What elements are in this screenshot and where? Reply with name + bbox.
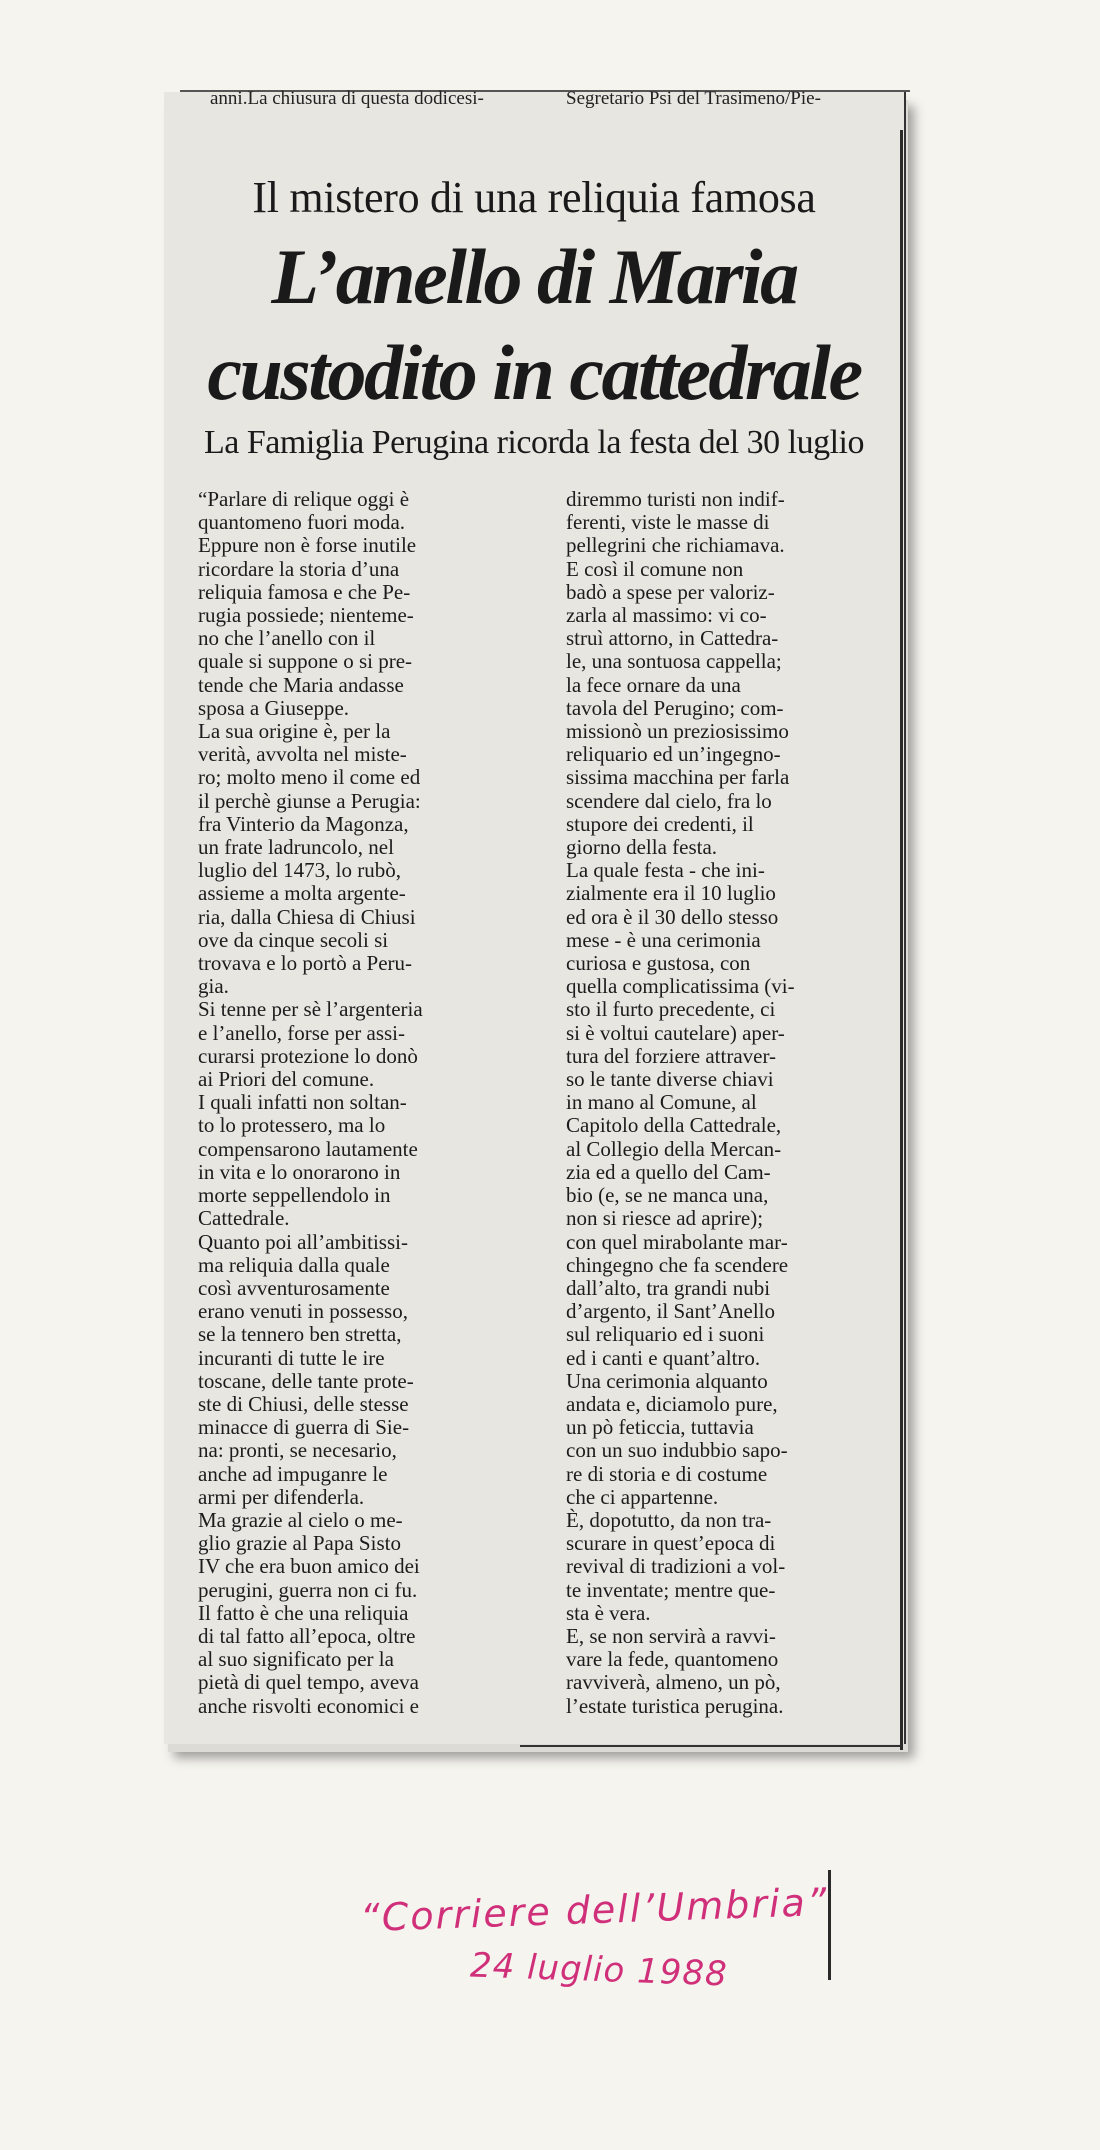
article-line: il perchè giunse a Perugia: [198,788,421,813]
article-line: vare la fede, quantomeno [566,1647,779,1672]
article-line: “Parlare di relique oggi è [198,487,410,511]
article-line: erano venuti in possesso, [198,1299,408,1324]
article-line: zia ed a quello del Cam- [566,1159,771,1184]
article-line: re di storia e di costume [566,1461,768,1486]
article-line: e l’anello, forse per assi- [198,1020,405,1045]
article-line: toscane, delle tante prote- [198,1368,414,1393]
article-line: anche ad impuganre le [198,1461,388,1486]
article-line: al suo significato per la [198,1647,394,1672]
previous-article-fragment-right: Segretario Psi del Trasimeno/Pie- [566,88,821,109]
article-line: un pò feticcia, tuttavia [566,1415,754,1440]
previous-article-fragment-left: anni.La chiusura di questa dodicesi- [210,88,484,109]
article-line: non si riesce ad aprire); [566,1206,764,1231]
article-line: Ma grazie al cielo o me- [198,1507,403,1532]
article-line: perugini, guerra non ci fu. [198,1577,418,1602]
article-line: zarla al massimo: vi co- [566,603,767,628]
article-line: na: pronti, se necesario, [198,1438,397,1463]
article-line: revival di tradizioni a vol- [566,1554,786,1579]
article-line: diremmo turisti non indif- [566,487,785,511]
article-line: chingegno che fa scendere [566,1252,789,1277]
article-line: pietà di quel tempo, aveva [198,1670,420,1695]
article-line: si è voltui cautelare) aper- [566,1020,785,1045]
article-line: ricordare la storia d’una [198,556,400,581]
article-line: andata e, diciamolo pure, [566,1391,778,1416]
article-line: con un suo indubbio sapo- [566,1438,788,1463]
article-line: E così il comune non [566,556,744,581]
article-line: assieme a molta argente- [198,881,406,906]
headline-line-1: L’anello di Maria [271,233,797,320]
article-line: l’estate turistica perugina. [566,1693,784,1718]
article-column-right [566,488,886,1718]
article-line: sto il furto precedente, ci [566,997,776,1022]
article-line: curarsi protezione lo donò [198,1043,418,1068]
article-kicker: Il mistero di una reliquia famosa [252,173,816,222]
article-line: struì attorno, in Cattedra- [566,626,779,651]
article-line: se la tennero ben stretta, [198,1322,402,1347]
article-line: quella complicatissima (vi- [566,974,795,999]
article-line: te inventate; mentre que- [566,1577,776,1602]
article-line: luglio del 1473, lo rubò, [198,858,401,883]
article-line: Quanto poi all’ambitissi- [198,1229,408,1254]
article-line: Capitolo della Cattedrale, [566,1113,782,1138]
article-line: morte seppellendolo in [198,1183,391,1208]
article-line: giorno della festa. [566,835,718,860]
article-line: ro; molto meno il come ed [198,765,421,790]
article-line: to lo protessero, ma lo [198,1113,386,1138]
article-line: al Collegio della Mercan- [566,1136,782,1161]
article-line: no che l’anello con il [198,626,376,651]
article-line: così avventurosamente [198,1275,390,1300]
article-line: verità, avvolta nel miste- [198,742,407,767]
article-line: sposa a Giuseppe. [198,695,350,720]
article-line: che ci appartenne. [566,1484,719,1509]
article-line: ai Priori del comune. [198,1067,375,1092]
article-line: armi per difenderla. [198,1484,365,1509]
article-line: incuranti di tutte le ire [198,1345,385,1370]
article-line: ove da cinque secoli si [198,927,389,952]
article-line: Una cerimonia alquanto [566,1368,768,1393]
handwritten-date: 24 luglio 1988 [469,1945,729,1995]
article-line: bio (e, se ne manca una, [566,1183,769,1208]
article-line: scurare in quest’epoca di [566,1531,776,1556]
article-line: curiosa e gustosa, con [566,951,751,976]
article-line: con quel mirabolante mar- [566,1229,788,1254]
clipping-right-edge-rule [900,130,903,1750]
article-line: fra Vinterio da Magonza, [198,811,409,836]
article-line: d’argento, il Sant’Anello [566,1299,775,1324]
article-line: tavola del Perugino; com- [566,695,784,720]
article-line: sul reliquario ed i suoni [566,1322,765,1347]
article-line: in vita e lo onorarono in [198,1159,401,1184]
article-line: zialmente era il 10 luglio [566,881,776,906]
article-line: ravviverà, almeno, un pò, [566,1670,781,1695]
article-line: ria, dalla Chiesa di Chiusi [198,904,416,929]
article-line: gia. [198,974,229,999]
article-line: La sua origine è, per la [198,719,391,744]
article-line: la fece ornare da una [566,672,741,697]
article-line: dall’alto, tra grandi nubi [566,1275,771,1300]
article-line: ste di Chiusi, delle stesse [198,1391,409,1416]
article-line: quale si suppone o si pre- [198,649,413,674]
article-line: ed ora è il 30 dello stesso [566,904,779,929]
article-line: IV che era buon amico dei [198,1554,420,1579]
article-line: di tal fatto all’epoca, oltre [198,1623,416,1648]
article-line: tura del forziere attraver- [566,1043,777,1068]
article-line: E, se non servirà a ravvi- [566,1623,776,1648]
clipping-bottom-rule [520,1745,900,1747]
headline-line-2: custodito in cattedrale [207,329,861,416]
article-line: le, una sontuosa cappella; [566,649,782,674]
article-line: badò a spese per valoriz- [566,579,775,604]
article-line: Eppure non è forse inutile [198,533,417,558]
article-line: reliquia famosa e che Pe- [198,579,411,604]
article-line: minacce di guerra di Sie- [198,1415,410,1440]
article-line: stupore dei credenti, il [566,811,754,836]
article-line: È, dopotutto, da non tra- [566,1507,772,1532]
article-line: mese - è una cerimonia [566,927,761,952]
article-line: La quale festa - che ini- [566,858,765,883]
article-column-left [198,488,518,1718]
article-line: ma reliquia dalla quale [198,1252,390,1277]
article-line: trovava e lo portò a Peru- [198,951,413,976]
article-line: Il fatto è che una reliquia [198,1600,409,1625]
article-line: un frate ladruncolo, nel [198,835,394,860]
annotation-margin-mark [828,1870,831,1980]
article-line: pellegrini che richiamava. [566,533,785,558]
article-line: scendere dal cielo, fra lo [566,788,772,813]
article-line: compensarono lautamente [198,1136,418,1161]
handwritten-source: “Corriere dell’Umbria” [359,1879,830,1941]
article-line: so le tante diverse chiavi [566,1067,774,1092]
article-line: Cattedrale. [198,1206,290,1231]
article-line: sta è vera. [566,1600,651,1625]
article-line: I quali infatti non soltan- [198,1090,407,1115]
article-line: rugia possiede; nienteme- [198,603,414,628]
article-line: ed i canti e quant’altro. [566,1345,761,1370]
article-line: Si tenne per sè l’argenteria [198,997,423,1022]
article-line: quantomeno fuori moda. [198,510,406,535]
article-subhead: La Famiglia Perugina ricorda la festa del 30 luglio [204,424,864,461]
article-line: reliquario ed un’ingegno- [566,742,781,767]
article-line: ferenti, viste le masse di [566,510,770,535]
article-line: missionò un preziosissimo [566,719,789,744]
article-line: in mano al Comune, al [566,1090,757,1115]
article-line: sissima macchina per farla [566,765,790,790]
article-line: glio grazie al Papa Sisto [198,1531,401,1556]
article-line: anche risvolti economici e [198,1693,420,1718]
article-line: tende che Maria andasse [198,672,404,697]
